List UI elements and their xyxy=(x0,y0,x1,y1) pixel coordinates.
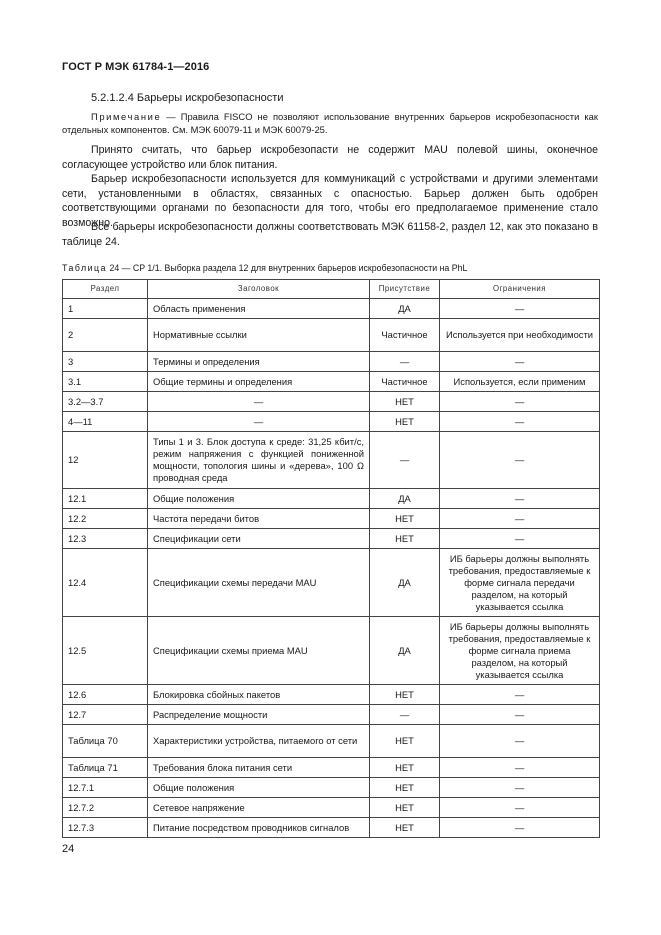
cell-title: Нормативные ссылки xyxy=(148,319,370,352)
cell-restrictions: — xyxy=(440,412,600,432)
table-caption-text: 24 — CP 1/1. Выборка раздела 12 для внутренних барьеров искробезопасности на PhL xyxy=(107,263,468,273)
cell-section: 2 xyxy=(63,319,148,352)
table-row xyxy=(63,352,600,372)
cell-section: 12.3 xyxy=(63,529,148,549)
header-section: Раздел xyxy=(63,280,148,299)
cell-title: Общие положения xyxy=(148,489,370,509)
cell-section: 3.2—3.7 xyxy=(63,392,148,412)
cell-restrictions: — xyxy=(440,432,600,489)
table-header-row xyxy=(63,280,600,299)
table-caption xyxy=(62,263,467,273)
cell-presence: ДА xyxy=(370,489,440,509)
cell-title: Требования блока питания сети xyxy=(148,758,370,778)
cell-title: Спецификации сети xyxy=(148,529,370,549)
sections-table xyxy=(62,279,600,838)
cell-presence: Частичное xyxy=(370,319,440,352)
cell-section: Таблица 71 xyxy=(63,758,148,778)
paragraph-1: Принято считать, что барьер искробезопасти не содержит MAU полевой шины, оконечное согласующее устройство или блок питания. xyxy=(62,144,598,171)
cell-title: Характеристики устройства, питаемого от сети xyxy=(148,725,370,758)
cell-section: 12.7.1 xyxy=(63,778,148,798)
cell-restrictions: ИБ барьеры должны выполнять требования, предоставляемые к форме сигнала приема разделом, на который указывается ссылка xyxy=(440,617,600,685)
table-caption-label: Таблица xyxy=(62,263,107,273)
header-presence: Присутствие xyxy=(370,280,440,299)
table-row xyxy=(63,685,600,705)
cell-title: Сетевое напряжение xyxy=(148,798,370,818)
cell-presence: НЕТ xyxy=(370,798,440,818)
cell-restrictions: — xyxy=(440,725,600,758)
cell-restrictions: — xyxy=(440,529,600,549)
cell-presence: НЕТ xyxy=(370,509,440,529)
cell-presence: НЕТ xyxy=(370,758,440,778)
cell-title: Частота передачи битов xyxy=(148,509,370,529)
cell-presence: ДА xyxy=(370,299,440,319)
cell-restrictions: Используется при необходимости xyxy=(440,319,600,352)
cell-title: — xyxy=(148,392,370,412)
cell-presence: НЕТ xyxy=(370,725,440,758)
note-label: Примечание xyxy=(91,111,162,122)
cell-restrictions: — xyxy=(440,705,600,725)
cell-title: Общие термины и определения xyxy=(148,372,370,392)
table-row xyxy=(63,798,600,818)
table-row xyxy=(63,617,600,685)
cell-restrictions: — xyxy=(440,392,600,412)
table-row xyxy=(63,549,600,617)
table-row xyxy=(63,372,600,392)
cell-presence: НЕТ xyxy=(370,412,440,432)
cell-restrictions: — xyxy=(440,299,600,319)
paragraph-3: Все барьеры искробезопасности должны соответствовать МЭК 61158-2, раздел 12, как это показано в таблице 24. xyxy=(62,221,598,248)
table-row xyxy=(63,509,600,529)
header-restrictions: Ограничения xyxy=(440,280,600,299)
cell-restrictions: — xyxy=(440,489,600,509)
cell-restrictions: — xyxy=(440,758,600,778)
cell-restrictions: — xyxy=(440,798,600,818)
cell-title: — xyxy=(148,412,370,432)
cell-presence: НЕТ xyxy=(370,529,440,549)
table-row xyxy=(63,319,600,352)
table-row xyxy=(63,529,600,549)
cell-title: Распределение мощности xyxy=(148,705,370,725)
cell-restrictions: — xyxy=(440,778,600,798)
section-title: 5.2.1.2.4 Барьеры искробезопасности xyxy=(91,92,284,104)
cell-section: 3.1 xyxy=(63,372,148,392)
cell-title: Общие положения xyxy=(148,778,370,798)
cell-title: Область применения xyxy=(148,299,370,319)
document-header: ГОСТ Р МЭК 61784-1—2016 xyxy=(62,61,210,73)
cell-section: 12.1 xyxy=(63,489,148,509)
cell-section: 1 xyxy=(63,299,148,319)
cell-restrictions: — xyxy=(440,685,600,705)
cell-presence: НЕТ xyxy=(370,778,440,798)
table-row xyxy=(63,392,600,412)
cell-section: 12.7 xyxy=(63,705,148,725)
table-row xyxy=(63,818,600,838)
cell-section: 4—11 xyxy=(63,412,148,432)
cell-section: 12.4 xyxy=(63,549,148,617)
table-row xyxy=(63,778,600,798)
cell-title: Спецификации схемы приема MAU xyxy=(148,617,370,685)
cell-presence: НЕТ xyxy=(370,392,440,412)
cell-presence: НЕТ xyxy=(370,818,440,838)
table-row xyxy=(63,412,600,432)
cell-presence: ДА xyxy=(370,617,440,685)
cell-restrictions: — xyxy=(440,352,600,372)
cell-presence: — xyxy=(370,352,440,372)
cell-restrictions: — xyxy=(440,818,600,838)
cell-presence: НЕТ xyxy=(370,685,440,705)
cell-section: 3 xyxy=(63,352,148,372)
note-text: — Правила FISCO не позволяют использование внутренних барьеров искробезопасности как отдельных компонентов. См. МЭК 60079-11 и МЭК 60079-25. xyxy=(62,111,598,135)
cell-restrictions: Используется, если применим xyxy=(440,372,600,392)
note-paragraph xyxy=(62,110,598,136)
table-row xyxy=(63,299,600,319)
cell-title: Термины и определения xyxy=(148,352,370,372)
cell-title: Блокировка сбойных пакетов xyxy=(148,685,370,705)
cell-title: Типы 1 и 3. Блок доступа к среде: 31,25 кбит/с, режим напряжения с функцией пониженной мощности, топология шины и «дерева», 100 Ω проводная среда xyxy=(148,432,370,489)
header-title: Заголовок xyxy=(148,280,370,299)
table-row xyxy=(63,432,600,489)
table-row xyxy=(63,725,600,758)
cell-title: Спецификации схемы передачи MAU xyxy=(148,549,370,617)
table-row xyxy=(63,705,600,725)
paragraph-2: Барьер искробезопасности используется для коммуникаций с устройствами и другими элементами сети, установленными в областях, связанных с опасностью. Барьер должен быть одобрен соответствующими органами по безопасности для того, чтобы его предполагаемое применение стало возможно. xyxy=(62,173,598,229)
cell-section: 12.2 xyxy=(63,509,148,529)
cell-presence: — xyxy=(370,705,440,725)
cell-title: Питание посредством проводников сигналов xyxy=(148,818,370,838)
cell-presence: — xyxy=(370,432,440,489)
cell-section: 12 xyxy=(63,432,148,489)
table-row xyxy=(63,758,600,778)
cell-section: 12.7.2 xyxy=(63,798,148,818)
cell-section: Таблица 70 xyxy=(63,725,148,758)
cell-section: 12.6 xyxy=(63,685,148,705)
cell-restrictions: ИБ барьеры должны выполнять требования, предоставляемые к форме сигнала передачи разделом, на который указывается ссылка xyxy=(440,549,600,617)
page-number: 24 xyxy=(62,843,75,855)
cell-section: 12.5 xyxy=(63,617,148,685)
cell-presence: Частичное xyxy=(370,372,440,392)
table-row xyxy=(63,489,600,509)
cell-restrictions: — xyxy=(440,509,600,529)
cell-presence: ДА xyxy=(370,549,440,617)
cell-section: 12.7.3 xyxy=(63,818,148,838)
